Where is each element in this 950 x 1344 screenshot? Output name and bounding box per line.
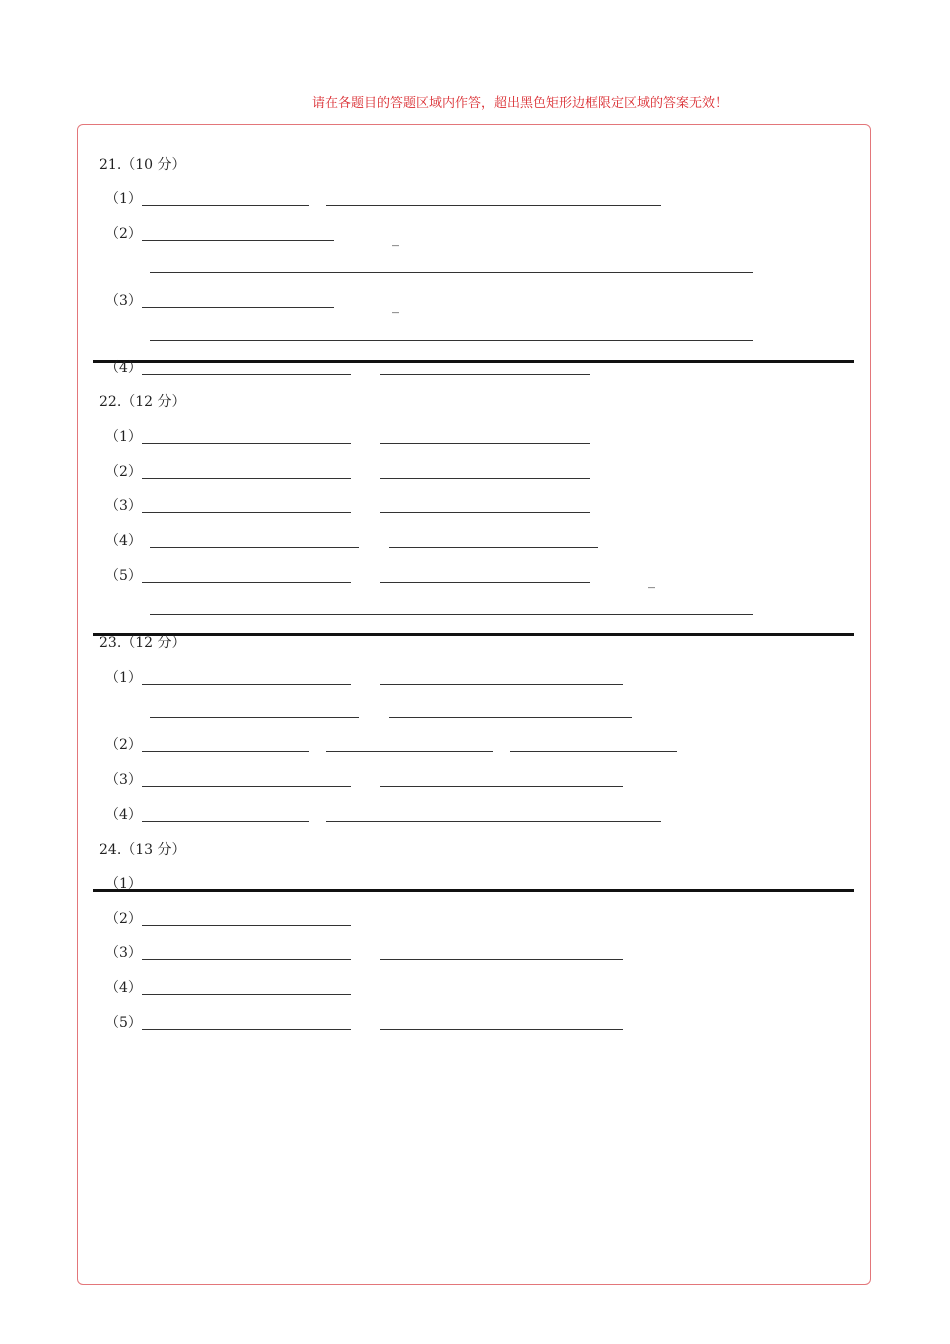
q21-part4-blank-b[interactable]	[380, 374, 590, 375]
q24-part2-blank-a[interactable]	[142, 925, 351, 926]
q21-part3-label: （3）	[105, 293, 142, 309]
q21-part2-dash: _	[392, 231, 399, 247]
q22-part5-blank-c[interactable]	[150, 614, 753, 615]
q24-heading: 24.（13 分）	[99, 842, 186, 858]
q23-part4-blank-b[interactable]	[326, 821, 661, 822]
q23-part2-blank-b[interactable]	[326, 751, 493, 752]
q21-part1-label: （1）	[105, 191, 142, 207]
q23-part2-blank-a[interactable]	[142, 751, 309, 752]
q22-heading: 22.（12 分）	[99, 394, 186, 410]
q22-part1-label: （1）	[105, 429, 142, 445]
q24-part3-blank-b[interactable]	[380, 959, 623, 960]
q23-part3-blank-a[interactable]	[142, 786, 351, 787]
q21-heading: 21.（10 分）	[99, 157, 186, 173]
q22-part3-blank-a[interactable]	[142, 512, 351, 513]
q24-part3-blank-a[interactable]	[142, 959, 351, 960]
q21-part2-label: （2）	[105, 226, 142, 242]
q24-part1-label: （1）	[105, 876, 142, 892]
q22-part5-blank-a[interactable]	[142, 582, 351, 583]
q22-part5-dash: _	[648, 573, 655, 589]
q21-part2-blank-b[interactable]	[150, 272, 753, 273]
q21-part3-dash: _	[392, 298, 399, 314]
answer-area-warning: 请在各题目的答题区域内作答，超出黑色矩形边框限定区域的答案无效！	[311, 96, 728, 111]
q22-part5-label: （5）	[105, 568, 142, 584]
q23-part4-label: （4）	[105, 807, 142, 823]
q21-part2-blank-a[interactable]	[142, 240, 334, 241]
q22-part1-blank-a[interactable]	[142, 443, 351, 444]
q23-part4-blank-a[interactable]	[142, 821, 309, 822]
q21-part4-label: （4）	[105, 360, 142, 376]
q24-part4-label: （4）	[105, 980, 142, 996]
q23-part1-label: （1）	[105, 670, 142, 686]
q22-part2-blank-a[interactable]	[142, 478, 351, 479]
section-divider-2	[93, 633, 854, 636]
q21-part1-blank-a[interactable]	[142, 205, 309, 206]
section-divider-3	[93, 889, 854, 892]
section-divider-1	[93, 360, 854, 363]
q23-heading: 23.（12 分）	[99, 635, 186, 651]
q22-part3-blank-b[interactable]	[380, 512, 590, 513]
q23-part3-label: （3）	[105, 772, 142, 788]
q21-part1-blank-b[interactable]	[326, 205, 661, 206]
q24-part5-blank-b[interactable]	[380, 1029, 623, 1030]
q23-part1-blank-c[interactable]	[150, 717, 359, 718]
q22-part1-blank-b[interactable]	[380, 443, 590, 444]
q22-part4-blank-a[interactable]	[150, 547, 359, 548]
q21-part3-blank-b[interactable]	[150, 340, 753, 341]
q22-part3-label: （3）	[105, 498, 142, 514]
q22-part2-blank-b[interactable]	[380, 478, 590, 479]
q24-part5-label: （5）	[105, 1015, 142, 1031]
q21-part3-blank-a[interactable]	[142, 307, 334, 308]
q22-part2-label: （2）	[105, 464, 142, 480]
q24-part3-label: （3）	[105, 945, 142, 961]
q24-part2-label: （2）	[105, 911, 142, 927]
q23-part2-label: （2）	[105, 737, 142, 753]
q23-part1-blank-d[interactable]	[389, 717, 632, 718]
q23-part2-blank-c[interactable]	[510, 751, 677, 752]
q21-part4-blank-a[interactable]	[142, 374, 351, 375]
q22-part5-blank-b[interactable]	[380, 582, 590, 583]
q23-part1-blank-b[interactable]	[380, 684, 623, 685]
q24-part4-blank-a[interactable]	[142, 994, 351, 995]
q23-part3-blank-b[interactable]	[380, 786, 623, 787]
q22-part4-blank-b[interactable]	[389, 547, 598, 548]
answer-frame	[77, 124, 871, 1285]
q24-part5-blank-a[interactable]	[142, 1029, 351, 1030]
q22-part4-label: （4）	[105, 533, 142, 549]
q23-part1-blank-a[interactable]	[142, 684, 351, 685]
